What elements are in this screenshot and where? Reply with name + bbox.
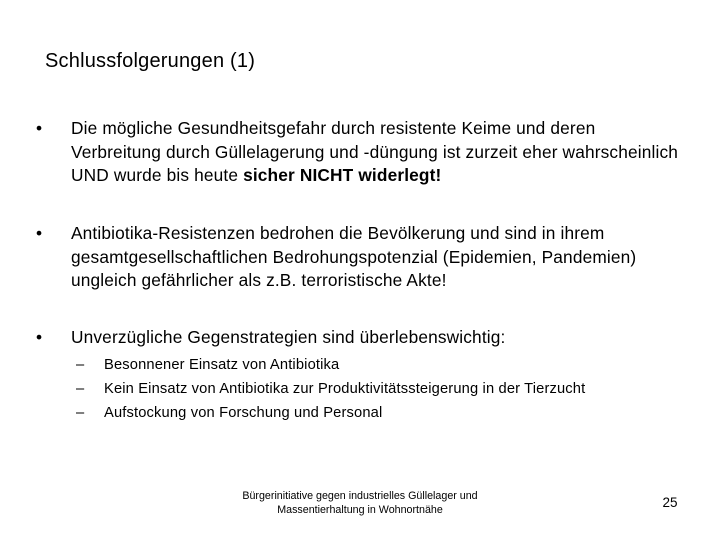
bullet-marker: • <box>36 223 43 243</box>
bullet-item-3 <box>36 326 686 350</box>
bullet-text-bold: sicher NICHT widerlegt! <box>243 165 442 185</box>
bullet-marker: • <box>36 118 43 138</box>
footer-line-1: Bürgerinitiative gegen industrielles Güllelager und <box>242 490 478 502</box>
sub-item-text: Kein Einsatz von Antibiotika zur Produktivitätssteigerung in der Tierzucht <box>104 381 586 397</box>
slide-footer <box>210 489 510 517</box>
sub-item-3 <box>76 404 636 423</box>
sub-item-text: Besonnener Einsatz von Antibiotika <box>104 357 340 373</box>
bullet-text: Unverzügliche Gegenstrategien sind überlebenswichtig: <box>71 327 506 347</box>
bullet-item-1 <box>36 117 686 188</box>
sub-list <box>76 356 636 428</box>
sub-item-2 <box>76 380 636 399</box>
bullet-text-plain: Die mögliche Gesundheitsgefahr durch resistente Keime und deren Verbreitung durch Güllelagerung und -düngung ist zurzeit eher wahrscheinlich UND wurde bis heute <box>71 118 679 185</box>
footer-line-2: Massentierhaltung in Wohnortnähe <box>277 504 443 516</box>
sub-item-text: Aufstockung von Forschung und Personal <box>104 405 383 421</box>
sub-item-1 <box>76 356 636 375</box>
bullet-item-2 <box>36 222 686 293</box>
dash-marker: – <box>76 357 85 373</box>
bullet-marker: • <box>36 327 43 347</box>
bullet-text: Antibiotika-Resistenzen bedrohen die Bevölkerung und sind in ihrem gesamtgesellschaftlichen Bedrohungspotenzial (Epidemien, Pandemien) ungleich gefährlicher als z.B. terroristische Akte! <box>71 223 637 290</box>
dash-marker: – <box>76 405 85 421</box>
bullet-text <box>71 117 686 188</box>
page-number: 25 <box>662 495 678 510</box>
slide-title: Schlussfolgerungen (1) <box>45 50 256 72</box>
dash-marker: – <box>76 381 85 397</box>
